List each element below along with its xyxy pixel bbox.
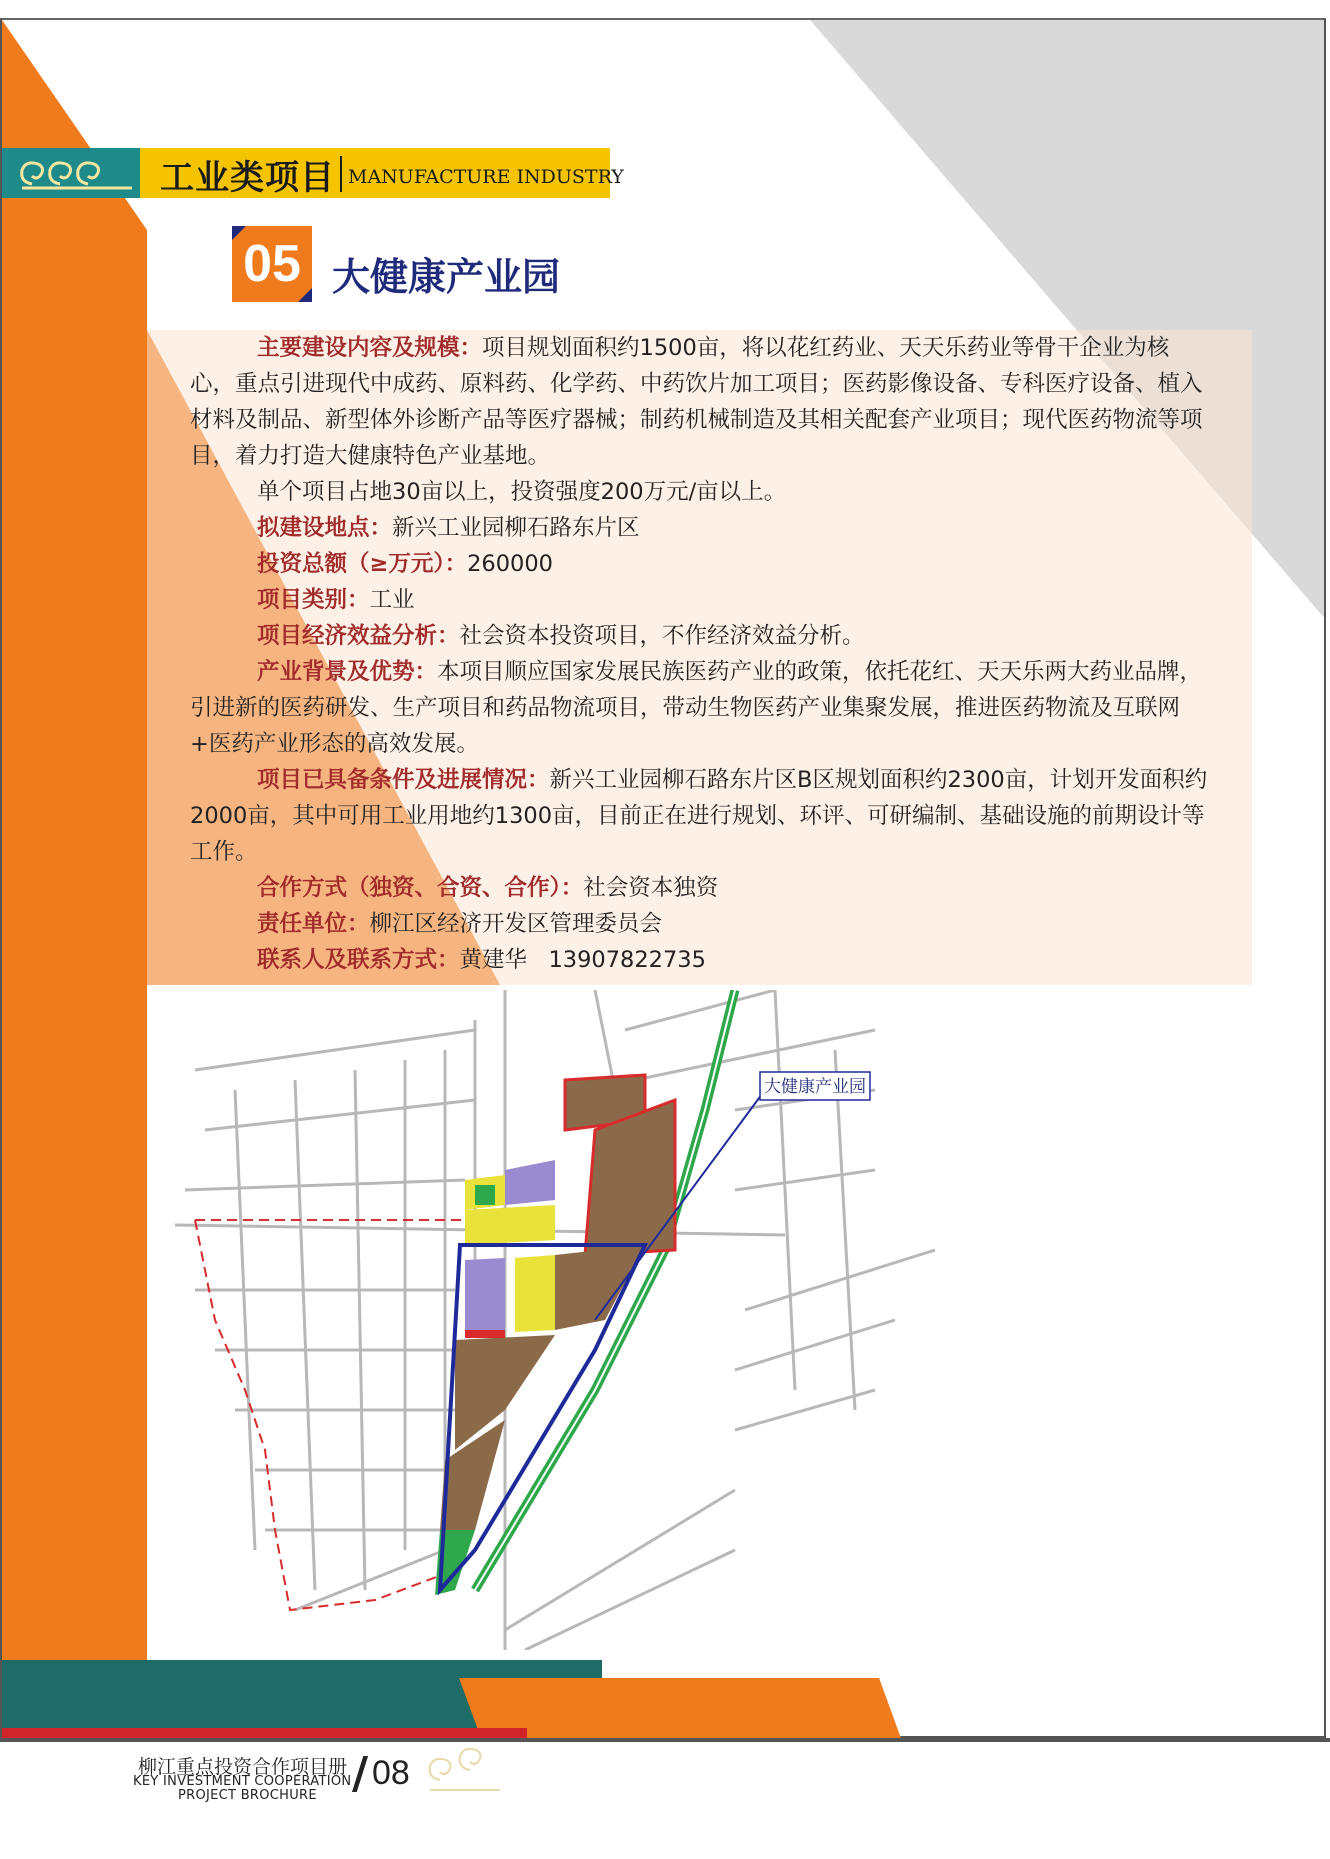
contact-paragraph xyxy=(190,942,1210,978)
category-paragraph xyxy=(190,582,1210,618)
benefit-text: 社会资本投资项目，不作经济效益分析。 xyxy=(459,623,865,649)
unit-requirement: 单个项目占地30亩以上，投资强度200万元/亩以上。 xyxy=(257,479,787,505)
footer-red-bar xyxy=(2,1728,527,1738)
contact-text: 黄建华 13907822735 xyxy=(459,947,706,973)
responsible-text: 柳江区经济开发区管理委员会 xyxy=(369,911,663,937)
location-label: 拟建设地点： xyxy=(257,515,393,541)
category-label: 项目类别： xyxy=(257,587,370,613)
location-text: 新兴工业园柳石路东片区 xyxy=(392,515,640,541)
coop-label: 合作方式（独资、合资、合作）： xyxy=(257,875,584,901)
investment-paragraph xyxy=(190,546,1210,582)
page-number: 08 xyxy=(372,1754,410,1792)
scale-paragraph xyxy=(190,330,1210,474)
project-number: 05 xyxy=(243,235,301,293)
responsible-label: 责任单位： xyxy=(257,911,370,937)
progress-label: 项目已具备条件及进展情况： xyxy=(257,767,550,793)
investment-text: 260000 xyxy=(467,551,554,577)
header-ornament xyxy=(2,148,140,198)
investment-label: 投资总额（≥万元）： xyxy=(257,551,468,577)
category-title-cn: 工业类项目 xyxy=(160,158,335,198)
progress-text: 新兴工业园柳石路东片区B区规划面积约2300亩，计划开发面积约2000亩，其中可用工业用地约1300亩，目前正在进行规划、环评、可研编制、基础设施的前期设计等工作。 xyxy=(190,767,1208,865)
coop-paragraph xyxy=(190,870,1210,906)
footer-cloud-ornament-icon xyxy=(420,1740,510,1800)
callout-label: 大健康产业园 xyxy=(764,1077,866,1097)
category-title-en: MANUFACTURE INDUSTRY xyxy=(348,166,624,188)
brochure-title-cn: 柳江重点投资合作项目册 xyxy=(138,1756,348,1778)
project-title: 大健康产业园 xyxy=(332,255,561,299)
progress-paragraph xyxy=(190,762,1210,870)
brochure-title-en-1: KEY INVESTMENT COOPERATION xyxy=(133,1774,352,1789)
background-paragraph xyxy=(190,654,1210,762)
responsible-paragraph xyxy=(190,906,1210,942)
planning-map xyxy=(175,990,965,1650)
brochure-title-en-2: PROJECT BROCHURE xyxy=(178,1788,317,1803)
contact-label: 联系人及联系方式： xyxy=(257,947,460,973)
category-text: 工业 xyxy=(369,587,415,613)
location-paragraph xyxy=(190,510,1210,546)
header-separator xyxy=(340,156,342,192)
benefit-label: 项目经济效益分析： xyxy=(257,623,460,649)
project-description xyxy=(190,330,1210,978)
coop-text: 社会资本独资 xyxy=(583,875,719,901)
page-slash: / xyxy=(352,1748,369,1799)
background-label: 产业背景及优势： xyxy=(257,659,438,685)
scale-text: 项目规划面积约1500亩，将以花红药业、天天乐药业等骨干企业为核心，重点引进现代中成药、原料药、化学药、中药饮片加工项目；医药影像设备、专科医疗设备、植入材料及制品、新型体外诊断产品等医疗器械；制药机械制造及其相关配套产业项目；现代医药物流等项目，着力打造大健康特色产业基地。 xyxy=(190,335,1203,469)
cloud-ornament-icon xyxy=(2,148,140,198)
benefit-paragraph xyxy=(190,618,1210,654)
background-text: 本项目顺应国家发展民族医药产业的政策，依托花红、天天乐两大药业品牌，引进新的医药研发、生产项目和药品物流项目，带动生物医药产业集聚发展，推进医药物流及互联网+医药产业形态的高效发展。 xyxy=(190,659,1203,757)
footer-divider xyxy=(0,1738,1330,1742)
scale-label: 主要建设内容及规模： xyxy=(257,335,483,361)
